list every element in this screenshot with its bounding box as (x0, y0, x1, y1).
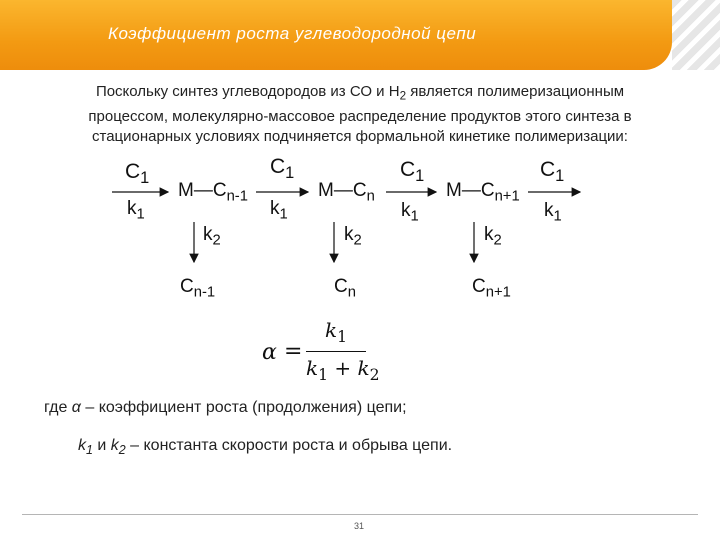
fraction-bar (306, 351, 366, 352)
page-number: 31 (354, 521, 365, 531)
explanation-line-1: где α – коэффициент роста (продолжения) цепи; (44, 399, 407, 416)
intro-line-2: процессом, молекулярно-массовое распределение продуктов этого синтеза в (88, 107, 632, 125)
product-cn-1: $C_{n-1}$ (180, 276, 216, 301)
slide-title: Коэффициент роста углеводородной цепи (108, 24, 477, 43)
formula-numerator: $k_1$ (325, 318, 348, 346)
reactant-c1: $C_1$ (540, 158, 565, 186)
explanation-line-2: $k_1$ и $k_2$ – константа скорости роста и обрыва цепи. (78, 437, 453, 457)
formula-equals: = (284, 339, 303, 364)
intro-line-1: Поскольку синтез углеводородов из СО и $Н_2$ является полимеризационным (95, 83, 625, 103)
rate-k2: $k_2$ (344, 224, 362, 249)
intro-line-3: стационарных условиях подчиняется формальной кинетике полимеризации: (92, 127, 628, 145)
reactant-c1: $C_1$ (125, 160, 150, 188)
rate-k2: $k_2$ (203, 224, 221, 249)
rate-k1: $k_1$ (127, 198, 145, 223)
product-cn+1: $C_{n+1}$ (472, 276, 511, 301)
product-cn: $C_n$ (334, 276, 356, 301)
formula-alpha: α (262, 340, 277, 365)
reactant-c1: $C_1$ (400, 158, 425, 186)
formula-denominator: $k_1 + k_2$ (306, 356, 380, 384)
alpha-formula (262, 318, 382, 388)
intermediate-m-cn-1: $M―C_{n-1}$ (178, 180, 248, 205)
rate-k1: $k_1$ (401, 200, 419, 225)
intermediate-m-cn+1: $M―C_{n+1}$ (446, 180, 520, 205)
rate-k1: $k_1$ (270, 198, 288, 223)
footer-divider (22, 514, 698, 515)
intermediate-m-cn: $M―C_n$ (318, 180, 375, 205)
rate-k2: $k_2$ (484, 224, 502, 249)
rate-k1: $k_1$ (544, 200, 562, 225)
reactant-c1: $C_1$ (270, 155, 295, 183)
